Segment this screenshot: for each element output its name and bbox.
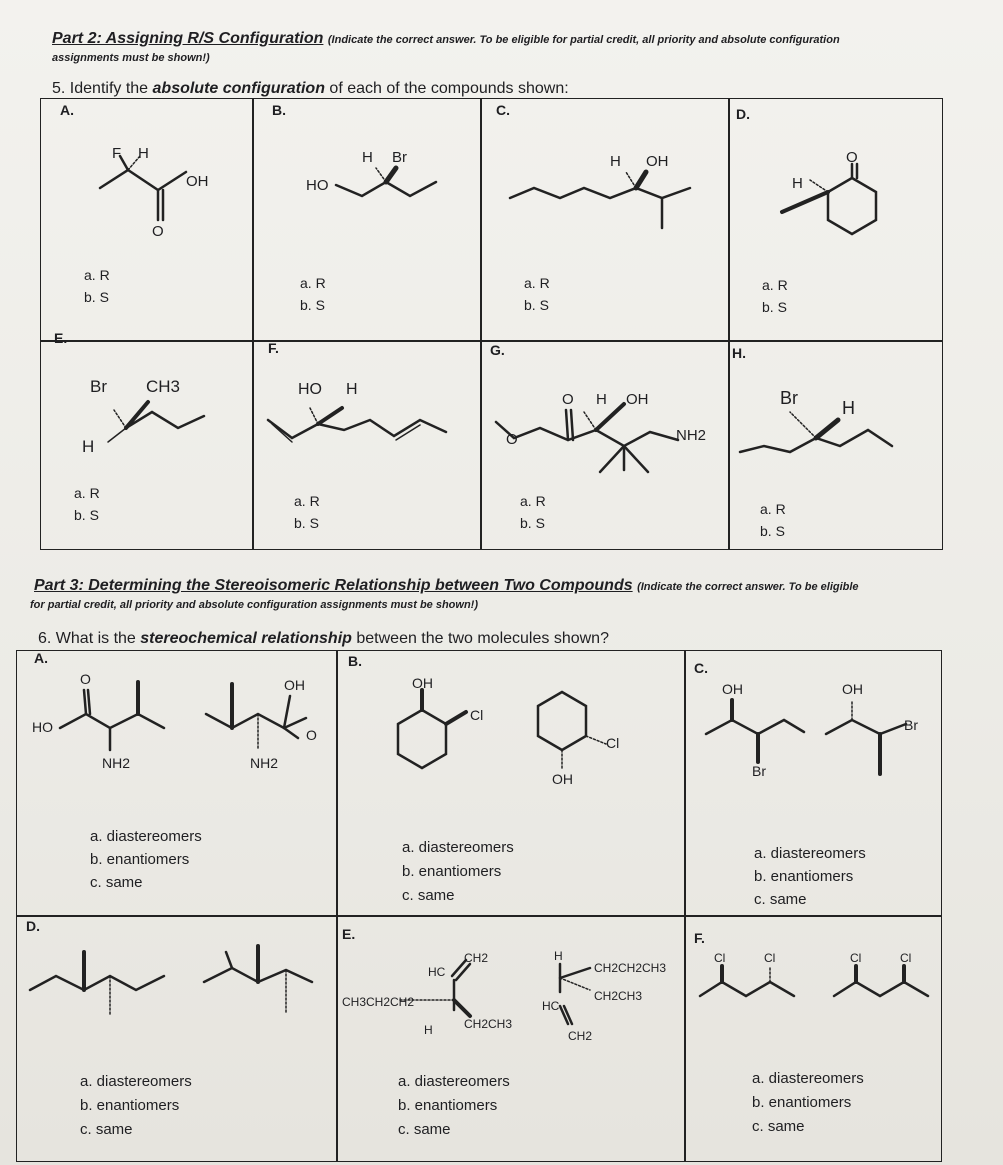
- atom-h: H: [842, 398, 855, 418]
- atom-cl: Cl: [764, 951, 776, 965]
- part2-title: Part 2: Assigning R/S Configuration: [52, 30, 324, 47]
- question-5-text-bold: absolute configuration: [152, 80, 325, 97]
- cell-5f-letter: F.: [268, 340, 279, 356]
- question-6-text-pre: What is the: [55, 630, 141, 647]
- atom-br: Br: [780, 388, 798, 408]
- structure-6b-left: [398, 690, 466, 768]
- group-nh2: NH2: [676, 427, 707, 444]
- group-ho: HO: [298, 381, 322, 398]
- structure-6a-left: [60, 682, 164, 750]
- atom-o: O: [306, 727, 317, 743]
- group-hc: HC: [542, 999, 560, 1013]
- option-s[interactable]: b. S: [84, 289, 109, 305]
- cell-6a-letter: A.: [34, 650, 48, 666]
- option-same[interactable]: c. same: [754, 891, 807, 908]
- option-r[interactable]: a. R: [294, 493, 320, 509]
- group-oh: OH: [412, 675, 433, 691]
- option-diastereomers[interactable]: a. diastereomers: [752, 1070, 864, 1087]
- structure-6b-right: [538, 692, 606, 770]
- atom-h: H: [554, 949, 563, 963]
- atom-h: H: [138, 145, 149, 162]
- structure-6f-left: [700, 966, 794, 996]
- atom-o: O: [506, 431, 518, 448]
- part2-note-cont: assignments must be shown!): [52, 52, 210, 64]
- structure-6e-right: [560, 964, 590, 1024]
- option-s[interactable]: b. S: [294, 515, 319, 531]
- option-r[interactable]: a. R: [520, 493, 546, 509]
- option-r[interactable]: a. R: [300, 275, 326, 291]
- option-enantiomers[interactable]: b. enantiomers: [398, 1097, 498, 1114]
- group-oh: OH: [186, 173, 209, 190]
- atom-f: F: [112, 145, 122, 162]
- group-nh2: NH2: [250, 755, 279, 771]
- atom-h: H: [596, 391, 607, 408]
- atom-h: H: [610, 153, 621, 170]
- option-same[interactable]: c. same: [752, 1118, 805, 1135]
- option-s[interactable]: b. S: [524, 297, 549, 313]
- atom-h: H: [362, 149, 373, 166]
- cell-5e-letter: E.: [54, 330, 68, 346]
- question-6-number: 6.: [38, 630, 52, 647]
- cell-6e-letter: E.: [342, 926, 356, 942]
- option-diastereomers[interactable]: a. diastereomers: [90, 828, 202, 845]
- structure-6d-right: [204, 946, 312, 1014]
- option-r[interactable]: a. R: [762, 277, 788, 293]
- atom-br: Br: [392, 149, 407, 166]
- group-ethyl: CH2CH3: [464, 1017, 513, 1031]
- option-r[interactable]: a. R: [524, 275, 550, 291]
- atom-o: O: [846, 149, 858, 166]
- option-s[interactable]: b. S: [74, 507, 99, 523]
- structure-6a-right: [206, 684, 306, 748]
- atom-h: H: [346, 381, 358, 398]
- group-oh: OH: [722, 681, 743, 697]
- group-ethyl: CH2CH3: [594, 989, 643, 1003]
- option-r[interactable]: a. R: [760, 501, 786, 517]
- option-enantiomers[interactable]: b. enantiomers: [402, 863, 502, 880]
- group-propyl: CH2CH2CH3: [594, 961, 667, 975]
- group-ch2: CH2: [568, 1029, 593, 1043]
- atom-o: O: [152, 223, 164, 240]
- option-s[interactable]: b. S: [762, 299, 787, 315]
- question-5-text-pre: Identify the: [69, 80, 153, 97]
- option-diastereomers[interactable]: a. diastereomers: [402, 839, 514, 856]
- option-same[interactable]: c. same: [402, 887, 455, 904]
- option-s[interactable]: b. S: [300, 297, 325, 313]
- group-oh: OH: [842, 681, 863, 697]
- option-s[interactable]: b. S: [520, 515, 545, 531]
- atom-o: O: [80, 671, 91, 687]
- option-s[interactable]: b. S: [760, 523, 785, 539]
- atom-h: H: [424, 1023, 433, 1037]
- cell-5a-letter: A.: [60, 102, 74, 118]
- cell-5h-letter: H.: [732, 345, 746, 361]
- structure-6d-left: [30, 952, 164, 1014]
- group-oh: OH: [284, 677, 305, 693]
- part2-note: (Indicate the correct answer. To be eligible for partial credit, all priority and absolute configuration: [327, 34, 840, 46]
- atom-o: O: [562, 391, 574, 408]
- atom-cl: Cl: [714, 951, 726, 965]
- group-oh: OH: [626, 391, 649, 408]
- group-oh: OH: [646, 153, 669, 170]
- cell-6d-letter: D.: [26, 918, 40, 934]
- question-5-number: 5.: [52, 80, 66, 97]
- option-enantiomers[interactable]: b. enantiomers: [80, 1097, 180, 1114]
- group-oh: OH: [552, 771, 573, 787]
- structure-6c-left: [706, 700, 804, 762]
- structure-6f-right: [834, 966, 928, 996]
- group-propyl: CH3CH2CH2: [342, 995, 415, 1009]
- group-ch2: CH2: [464, 951, 489, 965]
- structure-6c-right: [826, 700, 906, 774]
- atom-br: Br: [752, 763, 766, 779]
- group-ho: HO: [32, 719, 53, 735]
- option-diastereomers[interactable]: a. diastereomers: [398, 1073, 510, 1090]
- group-nh2: NH2: [102, 755, 131, 771]
- group-hc: HC: [428, 965, 446, 979]
- cell-6b-letter: B.: [348, 653, 362, 669]
- option-same[interactable]: c. same: [80, 1121, 133, 1138]
- option-enantiomers[interactable]: b. enantiomers: [752, 1094, 852, 1111]
- atom-cl: Cl: [900, 951, 912, 965]
- group-ho: HO: [306, 177, 329, 194]
- atom-cl: Cl: [606, 735, 620, 751]
- part3-note-cont: for partial credit, all priority and absolute configuration assignments must be shown!): [30, 599, 479, 611]
- cell-5d-letter: D.: [736, 106, 750, 122]
- option-r[interactable]: a. R: [74, 485, 100, 501]
- question-5-text-post: of each of the compounds shown:: [324, 80, 569, 97]
- cell-5c-letter: C.: [496, 102, 510, 118]
- option-diastereomers[interactable]: a. diastereomers: [754, 845, 866, 862]
- option-diastereomers[interactable]: a. diastereomers: [80, 1073, 192, 1090]
- option-enantiomers[interactable]: b. enantiomers: [90, 851, 190, 868]
- atom-h: H: [82, 437, 95, 456]
- atom-cl: Cl: [470, 707, 484, 723]
- atom-cl: Cl: [850, 951, 862, 965]
- atom-br: Br: [90, 377, 107, 396]
- group-ch3: CH3: [146, 377, 181, 396]
- cell-6f-letter: F.: [694, 930, 705, 946]
- option-r[interactable]: a. R: [84, 267, 110, 283]
- option-enantiomers[interactable]: b. enantiomers: [754, 868, 854, 885]
- question-6-text-post: between the two molecules shown?: [351, 630, 609, 647]
- part3-note: (Indicate the correct answer. To be eligible: [637, 581, 859, 593]
- atom-h: H: [792, 175, 803, 192]
- atom-br: Br: [904, 717, 918, 733]
- question-6-text-bold: stereochemical relationship: [140, 630, 352, 647]
- part3-title: Part 3: Determining the Stereoisomeric Relationship between Two Compounds: [34, 577, 633, 594]
- cell-6c-letter: C.: [694, 660, 708, 676]
- option-same[interactable]: c. same: [90, 874, 143, 891]
- cell-5b-letter: B.: [272, 102, 286, 118]
- option-same[interactable]: c. same: [398, 1121, 451, 1138]
- cell-5g-letter: G.: [490, 342, 505, 358]
